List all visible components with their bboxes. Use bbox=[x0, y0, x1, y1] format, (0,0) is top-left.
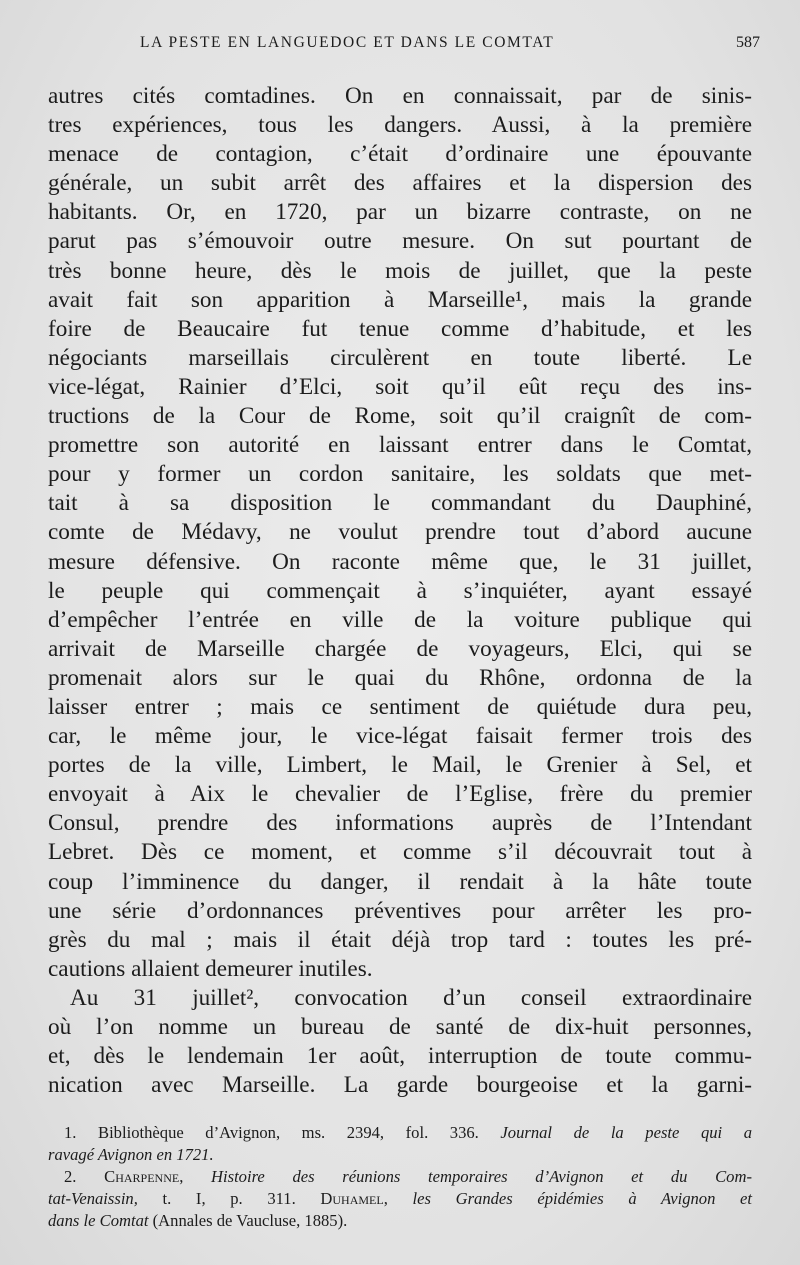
body-line: arrivait de Marseille chargée de voyageurs, Elci, qui se bbox=[48, 635, 752, 662]
running-head bbox=[48, 34, 760, 60]
body-line: négociants marseillais circulèrent en toute liberté. Le bbox=[48, 344, 752, 371]
footnote-title: Journal de la peste qui a bbox=[500, 1123, 753, 1142]
body-line: tait à sa disposition le commandant du Dauphiné, bbox=[48, 490, 752, 517]
body-line: et, dès le lendemain 1er août, interruption de toute commu- bbox=[48, 1043, 752, 1070]
body-line: mesure défensive. On raconte même que, le 31 juillet, bbox=[48, 548, 752, 575]
body-line: car, le même jour, le vice-légat faisait fermer trois des bbox=[48, 723, 752, 750]
body-line: cautions allaient demeurer inutiles. bbox=[48, 955, 373, 982]
body-line: nication avec Marseille. La garde bourgeoise et la garni- bbox=[48, 1072, 752, 1099]
footnote-2-line bbox=[48, 1166, 752, 1188]
footnote-2-line bbox=[48, 1210, 752, 1232]
body-line: grès du mal ; mais il était déjà trop tard : toutes les pré- bbox=[48, 926, 752, 953]
page-number: 587 bbox=[736, 34, 760, 51]
body-line: portes de la ville, Limbert, le Mail, le Grenier à Sel, et bbox=[48, 752, 752, 779]
footnote-number: 2. bbox=[64, 1167, 105, 1186]
body-line: Lebret. Dès ce moment, et comme s’il découvrait tout à bbox=[48, 839, 752, 866]
body-line: avait fait son apparition à Marseille¹, mais la grande bbox=[48, 286, 752, 313]
body-line: foire de Beaucaire fut tenue comme d’habitude, et les bbox=[48, 315, 752, 342]
footnote-1-line bbox=[48, 1122, 752, 1144]
footnote-text: t. I, p. 311. bbox=[137, 1189, 321, 1208]
body-line: vice-légat, Rainier d’Elci, soit qu’il eût reçu des ins- bbox=[48, 373, 752, 400]
footnotes bbox=[48, 1122, 752, 1232]
footnote-text: (Annales de Vaucluse, 1885). bbox=[148, 1211, 348, 1230]
body-line: habitants. Or, en 1720, par un bizarre contraste, on ne bbox=[48, 199, 752, 226]
body-line: le peuple qui commençait à s’inquiéter, ayant essayé bbox=[48, 577, 752, 604]
body-line: laisser entrer ; mais ce sentiment de quiétude dura peu, bbox=[48, 693, 752, 720]
body-text bbox=[48, 82, 752, 1100]
body-line: une série d’ordonnances préventives pour arrêter les pro- bbox=[48, 897, 752, 924]
body-line: Consul, prendre des informations auprès de l’Intendant bbox=[48, 810, 752, 837]
body-line: où l’on nomme un bureau de santé de dix-huit personnes, bbox=[48, 1014, 752, 1040]
body-line: tres expériences, tous les dangers. Aussi, à la première bbox=[48, 112, 752, 139]
footnote-title: tat-Venaissin, bbox=[48, 1189, 138, 1208]
body-line: Au 31 juillet², convocation d’un conseil extraordinaire bbox=[70, 984, 752, 1011]
body-line: parut pas s’émouvoir outre mesure. On sut pourtant de bbox=[48, 228, 752, 255]
body-line: promenait alors sur le quai du Rhône, ordonna de la bbox=[48, 664, 752, 691]
footnote-2-line bbox=[48, 1188, 752, 1210]
body-line: menace de contagion, c’était d’ordinaire une épouvante bbox=[48, 141, 752, 168]
body-line: comte de Médavy, ne voulut prendre tout d’abord aucune bbox=[48, 519, 752, 546]
running-title: LA PESTE EN LANGUEDOC ET DANS LE COMTAT bbox=[140, 34, 555, 51]
body-line: pour y former un cordon sanitaire, les soldats que met- bbox=[48, 461, 752, 488]
body-line: très bonne heure, dès le mois de juillet, que la peste bbox=[48, 257, 752, 284]
body-line: d’empêcher l’entrée en ville de la voiture publique qui bbox=[48, 606, 752, 633]
footnote-text: 1. Bibliothèque d’Avignon, ms. 2394, fol. 336. bbox=[64, 1123, 501, 1142]
footnote-title: les Grandes épidémies à Avignon et bbox=[387, 1189, 753, 1208]
footnote-author: Charpenne, bbox=[104, 1167, 184, 1186]
body-line: coup l’imminence du danger, il rendait à la hâte toute bbox=[48, 868, 752, 895]
body-line: autres cités comtadines. On en connaissait, par de sinis- bbox=[48, 83, 752, 109]
body-line: envoyait à Aix le chevalier de l’Eglise, frère du premier bbox=[48, 781, 752, 808]
body-line: promettre son autorité en laissant entrer dans le Comtat, bbox=[48, 432, 752, 459]
footnote-1-line: ravagé Avignon en 1721. bbox=[48, 1145, 214, 1164]
body-line: tructions de la Cour de Rome, soit qu’il craignît de com- bbox=[48, 403, 752, 430]
footnote-author: Duhamel, bbox=[320, 1189, 388, 1208]
footnote-title: dans le Comtat bbox=[48, 1211, 149, 1230]
body-line: générale, un subit arrêt des affaires et la dispersion des bbox=[48, 170, 752, 197]
footnote-title: Histoire des réunions temporaires d’Avignon et du Com- bbox=[183, 1167, 752, 1186]
